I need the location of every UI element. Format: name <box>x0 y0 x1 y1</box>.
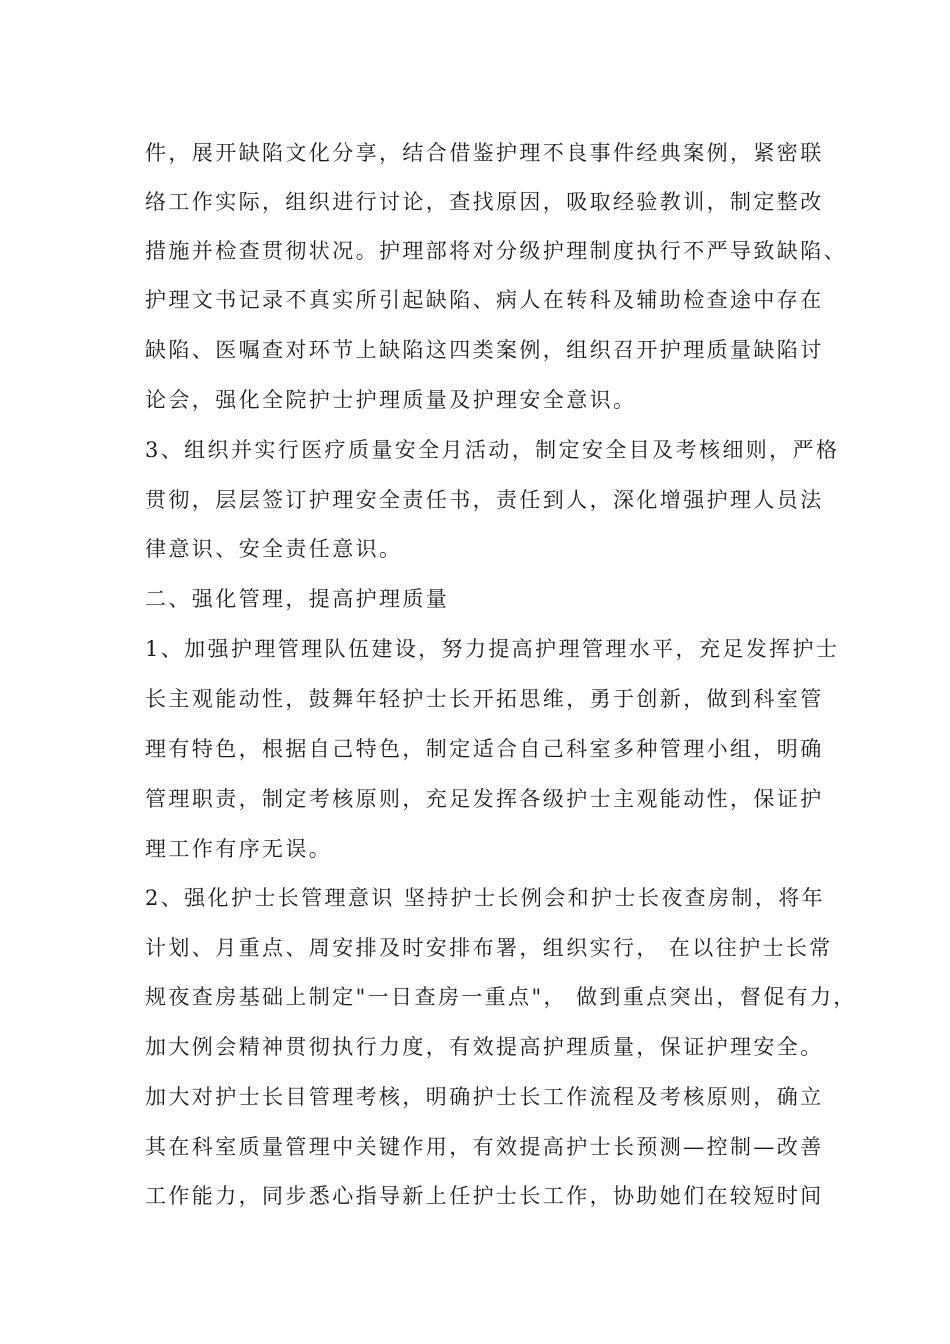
text-line: 其在科室质量管理中关键作用，有效提高护士长预测—控制—改善 <box>145 1135 824 1159</box>
text-line: 加大对护士长目管理考核，明确护士长工作流程及考核原则，确立 <box>145 1085 824 1109</box>
text-line: 理工作有序无误。 <box>145 837 333 861</box>
text-line: 规夜查房基础上制定"一日查房一重点"， 做到重点突出，督促有力， <box>145 985 857 1009</box>
text-line: 3、组织并实行医疗质量安全月活动，制定安全目及考核细则，严格 <box>145 438 840 462</box>
text-line: 护理文书记录不真实所引起缺陷、病人在转科及辅助检查途中存在 <box>145 288 824 312</box>
text-line: 加大例会精神贯彻执行力度，有效提高护理质量，保证护理安全。 <box>145 1035 824 1059</box>
text-line: 计划、月重点、周安排及时安排布署，组织实行， 在以往护士长常 <box>145 936 833 960</box>
text-line: 律意识、安全责任意识。 <box>145 537 403 561</box>
text-line: 络工作实际，组织进行讨论，查找原因，吸取经验教训，制定整改 <box>145 190 824 214</box>
text-line: 工作能力，同步悉心指导新上任护士长工作，协助她们在较短时间 <box>145 1184 824 1208</box>
text-line: 管理职责，制定考核原则，充足发挥各级护士主观能动性，保证护 <box>145 787 824 811</box>
text-line: 缺陷、医嘱查对环节上缺陷这四类案例，组织召开护理质量缺陷讨 <box>145 338 824 362</box>
text-line: 2、强化护士长管理意识 坚持护士长例会和护士长夜查房制，将年 <box>145 886 826 910</box>
text-line: 贯彻，层层签订护理安全责任书，责任到人，深化增强护理人员法 <box>145 488 824 512</box>
text-line: 长主观能动性，鼓舞年轻护士长开拓思维，勇于创新，做到科室管 <box>145 687 824 711</box>
text-line: 措施并检查贯彻状况。护理部将对分级护理制度执行不严导致缺陷、 <box>145 239 847 263</box>
text-line: 理有特色，根据自己特色，制定适合自己科室多种管理小组，明确 <box>145 737 824 761</box>
text-line: 件，展开缺陷文化分享，结合借鉴护理不良事件经典案例，紧密联 <box>145 141 824 165</box>
text-line: 1、加强护理管理队伍建设，努力提高护理管理水平，充足发挥护士 <box>145 637 840 661</box>
text-line: 论会，强化全院护士护理质量及护理安全意识。 <box>145 388 637 412</box>
section-heading: 二、强化管理，提高护理质量 <box>145 587 450 611</box>
